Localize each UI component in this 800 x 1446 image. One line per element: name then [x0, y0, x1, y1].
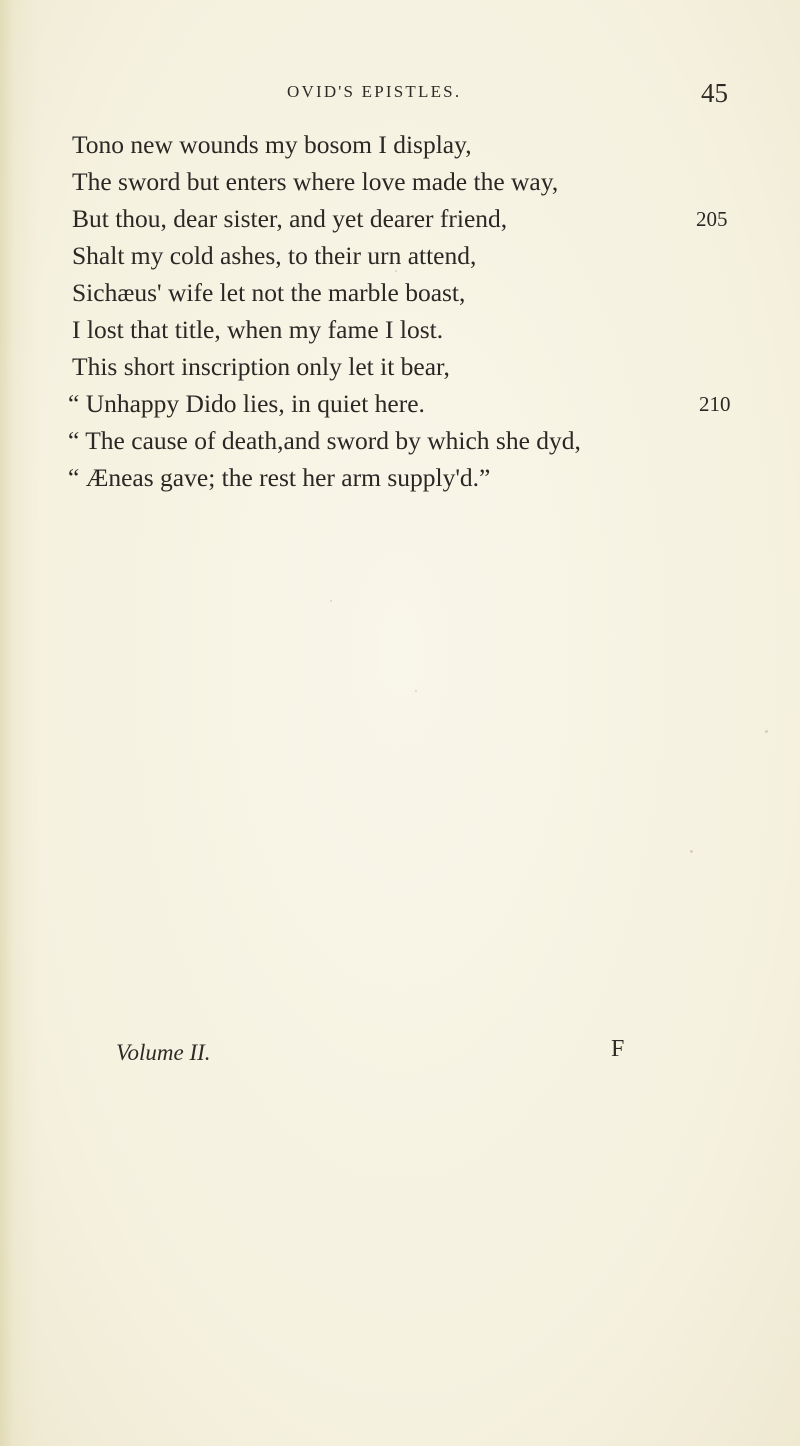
verse-line [0, 241, 800, 277]
gathering-signature: F [611, 1036, 625, 1062]
verse-text: Sichæus' wife let not the marble boast, [72, 278, 466, 307]
paper-speck [690, 850, 693, 853]
verse-line [0, 315, 800, 351]
paper-speck [330, 600, 332, 602]
verse-line [0, 130, 800, 166]
verse-text: Tono new wounds my bosom I display, [72, 130, 472, 159]
running-head: OVID'S EPISTLES. [287, 82, 462, 101]
verse-line [0, 204, 800, 240]
verse-text: “ Unhappy Dido lies, in quiet here. [68, 389, 425, 418]
page-header [0, 80, 800, 110]
page-number: 45 [701, 78, 728, 108]
page-footer [0, 1036, 800, 1080]
verse-text: But thou, dear sister, and yet dearer friend, [72, 204, 508, 233]
verse-line [0, 167, 800, 203]
verse-text: The sword but enters where love made the way, [72, 167, 559, 196]
line-number: 205 [696, 207, 728, 231]
verse-line [0, 352, 800, 388]
verse-line [0, 278, 800, 314]
paper-speck [395, 270, 397, 272]
line-number: 210 [699, 392, 731, 416]
verse-text: “ The cause of death,and sword by which she dyd, [68, 426, 581, 455]
verse-text: This short inscription only let it bear, [72, 352, 450, 381]
paper-speck [765, 730, 768, 733]
verse-text: I lost that title, when my fame I lost. [72, 315, 444, 344]
verse-line [0, 389, 800, 425]
verse-text: Shalt my cold ashes, to their urn attend, [72, 241, 477, 270]
verse-line [0, 463, 800, 499]
paper-speck [415, 690, 417, 692]
volume-signature: Volume II. [116, 1040, 211, 1065]
verse-line [0, 426, 800, 462]
verse-text: “ Æneas gave; the rest her arm supply'd.” [68, 463, 491, 492]
